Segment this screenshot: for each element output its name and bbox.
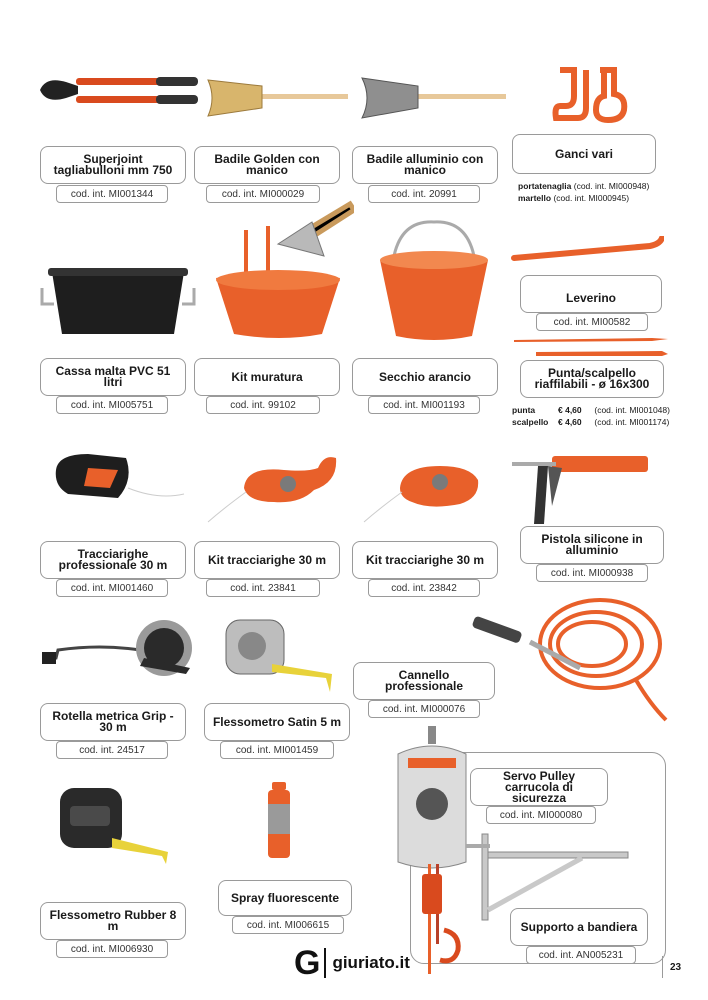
gas-torch-image: [470, 584, 670, 724]
product-name: Spray fluorescente: [218, 880, 352, 916]
product-variant: martello (cod. int. MI000945): [518, 193, 630, 203]
product-code: cod. int. MI000080: [486, 806, 596, 824]
product-name: Punta/scalpello riaffilabili - ø 16x300: [520, 360, 664, 398]
product-code: cod. int. MI001460: [56, 579, 168, 597]
product-name: Cannello professionale: [353, 662, 495, 700]
product-name: Pistola silicone in alluminio: [520, 526, 664, 564]
logo-letter: G: [294, 944, 321, 982]
masonry-kit-image: [200, 200, 354, 342]
product-code: cod. int. MI000938: [536, 564, 648, 582]
product-code: cod. int. 23841: [206, 579, 320, 597]
chalk-line-kit-image: [204, 452, 344, 526]
product-name: Supporto a bandiera: [510, 908, 648, 946]
chalk-line-kit-image: [360, 452, 500, 526]
product-code: cod. int. 24517: [56, 741, 168, 759]
silicone-gun-image: [508, 444, 654, 528]
product-name: Tracciarighe professionale 30 m: [40, 541, 186, 579]
product-name: Leverino: [520, 275, 662, 313]
tape-measure-image: [40, 614, 200, 676]
product-variant: portatenaglia (cod. int. MI000948): [518, 181, 650, 191]
chalk-line-image: [48, 448, 188, 514]
product-name: Badile alluminio con manico: [352, 146, 498, 184]
product-name: Flessometro Rubber 8 m: [40, 902, 186, 940]
product-code: cod. int. 20991: [368, 185, 480, 203]
hooks-image: [552, 66, 632, 124]
page-number: 23: [670, 962, 682, 973]
product-code: cod. int. MI001193: [368, 396, 480, 414]
aluminium-shovel-image: [358, 72, 508, 124]
golden-shovel-image: [204, 72, 350, 124]
product-name: Kit tracciarighe 30 m: [194, 541, 340, 579]
product-code: cod. int. 23842: [368, 579, 480, 597]
product-name: Ganci vari: [512, 134, 656, 174]
spray-can-image: [264, 780, 294, 860]
mortar-tub-image: [40, 264, 196, 344]
product-name: Cassa malta PVC 51 litri: [40, 358, 186, 396]
product-name: Kit tracciarighe 30 m: [352, 541, 498, 579]
product-code: cod. int. AN005231: [526, 946, 636, 964]
brand-url: giuriato.it: [332, 953, 410, 972]
product-code: cod. int. MI00582: [536, 313, 648, 331]
product-name: Servo Pulley carrucola di sicurezza: [470, 768, 608, 806]
product-code: cod. int. MI006930: [56, 940, 168, 958]
price-row: punta € 4,60 (cod. int. MI001048): [512, 405, 670, 415]
product-code: cod. int. MI000029: [206, 185, 320, 203]
product-code: cod. int. MI001459: [220, 741, 334, 759]
product-name: Flessometro Satin 5 m: [204, 703, 350, 741]
product-name: Badile Golden con manico: [194, 146, 340, 184]
chisel-image: [512, 334, 672, 360]
brand-logo: [294, 946, 410, 980]
product-name: Kit muratura: [194, 358, 340, 396]
product-code: cod. int. MI000076: [368, 700, 480, 718]
tape-measure-image: [56, 784, 172, 864]
bolt-cutter-image: [36, 72, 202, 112]
product-code: cod. int. MI001344: [56, 185, 168, 203]
product-code: cod. int. MI006615: [232, 916, 344, 934]
crowbar-image: [510, 236, 664, 264]
product-name: Superjoint tagliabulloni mm 750: [40, 146, 186, 184]
orange-bucket-image: [376, 220, 492, 344]
price-row: scalpello € 4,60 (cod. int. MI001174): [512, 417, 670, 427]
product-name: Secchio arancio: [352, 358, 498, 396]
tape-measure-image: [222, 616, 336, 692]
product-code: cod. int. 99102: [206, 396, 320, 414]
logo-divider: [324, 948, 326, 978]
product-code: cod. int. MI005751: [56, 396, 168, 414]
product-name: Rotella metrica Grip - 30 m: [40, 703, 186, 741]
page-number-divider: [662, 956, 663, 978]
